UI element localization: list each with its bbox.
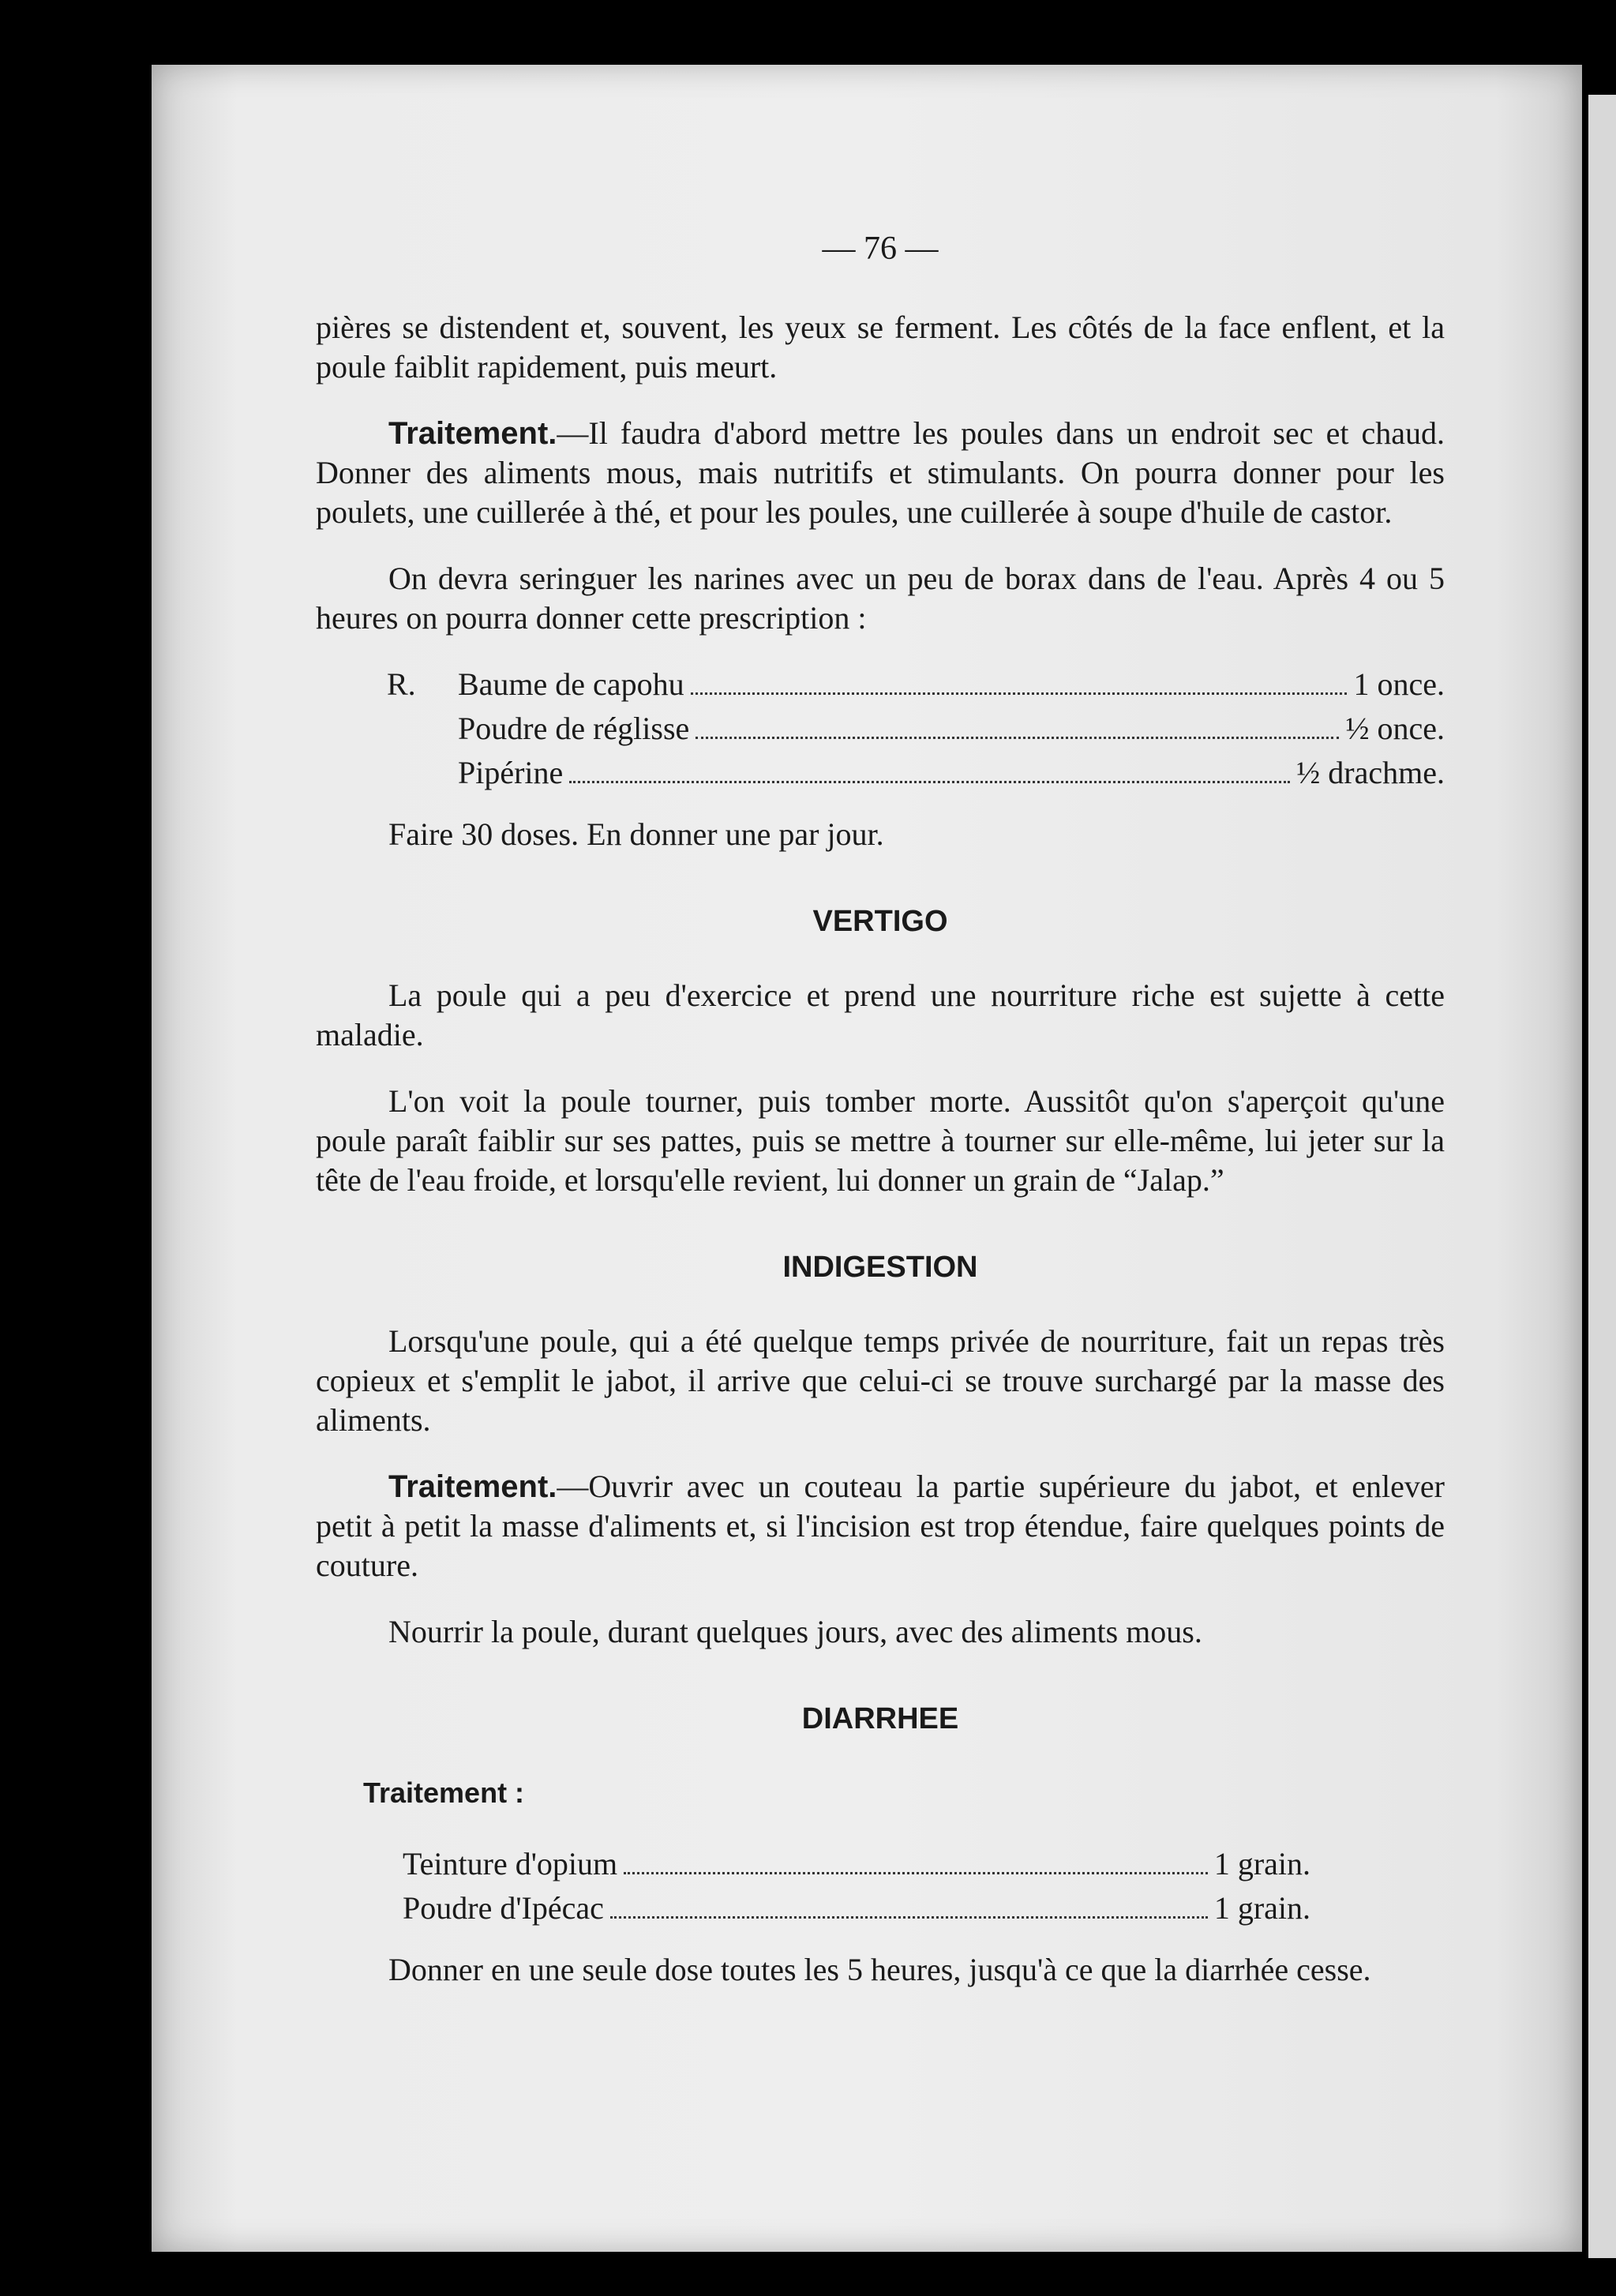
page-number: — 76 — [822,231,939,267]
paragraph-borax: On devra seringuer les narines avec un peu de borax dans de l'eau. Après 4 ou 5 heures on pourra donner cette prescription : [316,561,1445,636]
paragraph-continuation: pières se distendent et, souvent, les yeux se ferment. Les côtés de la face enflent, et la poule faiblit rapidement, puis meurt. [316,310,1445,385]
traitement-label: Traitement. [388,1469,557,1504]
heading-vertigo: VERTIGO [812,905,948,938]
paragraph-indigestion-1: Lorsqu'une poule, qui a été quelque temps privée de nourriture, fait un repas très copieux et s'emplit le jabot, il arrive que celui-ci se trouve surchargé par la masse des aliments. [316,1323,1445,1438]
prescription-row [316,753,1445,797]
paragraph-diarrhee-1: Donner en une seule dose toutes les 5 heures, jusqu'à ce que la diarrhée cesse. [388,1952,1371,1987]
prescription-list-diarrhee [316,1844,1310,1933]
traitement-text: —Ouvrir avec un couteau la partie supérieure du jabot, et enlever petit à petit la masse d'aliments et, si l'incision est trop étendue, faire quelques points de couture. [316,1469,1445,1583]
prescription-item-name: Poudre de réglisse [458,711,690,746]
paragraph-traitement [316,414,1445,532]
prescription-item-name: Baume de capohu [458,666,684,702]
paragraph-indigestion-3: Nourrir la poule, durant quelques jours, avec des aliments mous. [388,1614,1202,1649]
prescription-item-name: Pipérine [458,755,564,790]
page-content [316,229,1445,2017]
paragraph-vertigo-2: L'on voit la poule tourner, puis tomber morte. Aussitôt qu'on s'aperçoit qu'une poule paraît faiblir sur ses pattes, puis se mettre à tourner sur elle-même, lui jeter sur la tête de l'eau froide, et lorsqu'elle revient, lui donner un grain de “Jalap.” [316,1083,1445,1198]
prescription-item-qty: ½ drachme. [1296,755,1445,790]
prescription-row [316,665,1445,709]
heading-diarrhee: DIARRHEE [801,1702,959,1735]
prescription-item-qty: ½ once. [1345,711,1445,746]
prescription-item-name: Poudre d'Ipécac [403,1890,604,1926]
prescription-item-name: Teinture d'opium [403,1846,618,1881]
prescription-item-qty: 1 once. [1353,666,1445,702]
prescription-prefix: R. [387,666,416,702]
prescription-row [316,1844,1310,1889]
prescription-item-qty: 1 grain. [1213,1846,1310,1881]
dot-leader [624,1872,1208,1874]
subheading-traitement: Traitement : [363,1776,525,1809]
dot-leader [696,737,1339,739]
paragraph-vertigo-1: La poule qui a peu d'exercice et prend une nourriture riche est sujette à cette maladie. [316,977,1445,1052]
paragraph-doses: Faire 30 doses. En donner une par jour. [388,816,884,852]
prescription-row [316,709,1445,753]
dot-leader [569,781,1290,783]
adjacent-page-edge [1588,95,1616,2258]
dot-leader [610,1916,1208,1919]
dot-leader [691,692,1348,695]
prescription-row [316,1889,1310,1933]
traitement-label: Traitement. [388,416,557,451]
paragraph-indigestion-traitement [316,1467,1445,1585]
prescription-item-qty: 1 grain. [1213,1890,1310,1926]
heading-indigestion: INDIGESTION [782,1251,978,1284]
traitement-text: —Il faudra d'abord mettre les poules dans un endroit sec et chaud. Donner des aliments mous, mais nutritifs et stimulants. On pourra donner pour les poulets, une cuillerée à thé, et pour les poules, une cuillerée à soupe d'huile de castor. [316,415,1445,530]
prescription-list [316,665,1445,797]
